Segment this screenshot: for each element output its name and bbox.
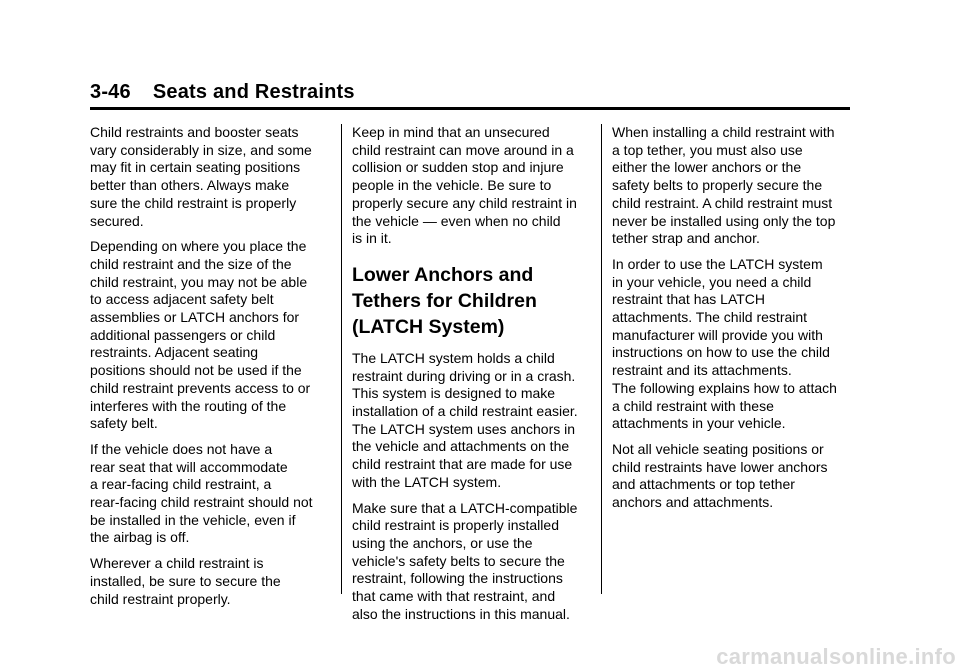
text-line: secured. [90, 212, 144, 229]
text-line: restraint that has LATCH [612, 291, 766, 308]
page-header [90, 81, 355, 104]
heading-line: Tethers for Children [352, 289, 537, 312]
text-line: using the anchors, or use the [352, 534, 533, 551]
text-column-2 [352, 124, 592, 631]
text-line: Make sure that a LATCH-compatible [352, 499, 578, 516]
text-line: attachments. The child restraint [612, 309, 808, 326]
text-line: assemblies or LATCH anchors for [90, 309, 300, 326]
page-number: 3-46 [90, 81, 131, 103]
text-line: a child restraint with these [612, 397, 774, 414]
text-line: with the LATCH system. [352, 473, 502, 490]
text-line: rear seat that will accommodate [90, 458, 288, 475]
text-line: restraints. Adjacent seating [90, 344, 259, 361]
text-line: child restraint prevents access to or [90, 379, 311, 396]
text-line: either the lower anchors or the [612, 159, 802, 176]
text-line: In order to use the LATCH system [612, 255, 823, 272]
text-line: additional passengers or child [90, 326, 276, 343]
text-line: interferes with the routing of the [90, 397, 287, 414]
text-line: a rear-facing child restraint, a [90, 476, 272, 493]
text-line: be installed in the vehicle, even if [90, 511, 296, 528]
text-line: restraint during driving or in a crash. [352, 367, 576, 384]
text-line: child restraint that are made for use [352, 456, 573, 473]
text-line: never be installed using only the top [612, 212, 836, 229]
text-line: child restraint is properly installed [352, 517, 559, 534]
site-watermark: carmanualsonline.info [716, 644, 956, 669]
text-line: is in it. [352, 230, 392, 247]
text-line: child restraint can move around in a [352, 141, 574, 158]
text-line: The LATCH system uses anchors in [352, 420, 576, 437]
text-line: and attachments or top tether [612, 476, 795, 493]
text-line: installed, be sure to secure the [90, 572, 281, 589]
text-line: in your vehicle, you need a child [612, 273, 812, 290]
text-line: If the vehicle does not have a [90, 440, 273, 457]
text-line: the vehicle and attachments on the [352, 438, 570, 455]
paragraph [612, 124, 852, 248]
text-line: instructions on how to use the child [612, 344, 830, 361]
section-heading [352, 262, 592, 340]
text-line: When installing a child restraint with [612, 124, 835, 140]
text-line: installation of a child restraint easier. [352, 403, 578, 420]
heading-line: Lower Anchors and [352, 263, 534, 286]
section-title: Seats and Restraints [152, 81, 355, 103]
paragraph [352, 500, 592, 624]
text-line: people in the vehicle. Be sure to [352, 177, 552, 194]
text-line: safety belt. [90, 415, 158, 432]
text-line: Child restraints and booster seats [90, 124, 299, 140]
text-line: restraint, following the instructions [352, 570, 563, 587]
text-line: positions should not be used if the [90, 362, 302, 379]
paragraph [612, 256, 852, 433]
text-line: Not all vehicle seating positions or [612, 440, 824, 457]
text-line: vehicle's safety belts to secure the [352, 552, 565, 569]
text-column-3 [612, 124, 852, 520]
heading-line: (LATCH System) [352, 315, 505, 338]
text-line: collision or sudden stop and injure [352, 159, 564, 176]
paragraph [90, 555, 330, 608]
text-line: better than others. Always make [90, 177, 290, 194]
paragraph [90, 441, 330, 547]
column-divider-2 [601, 124, 602, 594]
column-divider-1 [341, 124, 342, 594]
text-line: manufacturer will provide you with [612, 326, 823, 343]
text-line: restraint and its attachments. [612, 362, 792, 379]
text-line: tether strap and anchor. [612, 230, 760, 247]
text-line: that came with that restraint, and [352, 588, 556, 605]
paragraph [90, 238, 330, 433]
text-line: attachments in your vehicle. [612, 415, 786, 432]
text-line: vary considerably in size, and some [90, 141, 312, 158]
text-line: Keep in mind that an unsecured [352, 124, 550, 140]
text-line: The following explains how to attach [612, 379, 837, 396]
text-line: Wherever a child restraint is [90, 555, 264, 572]
text-line: to access adjacent safety belt [90, 291, 274, 308]
paragraph [352, 350, 592, 492]
paragraph [612, 441, 852, 512]
text-line: sure the child restraint is properly [90, 194, 297, 211]
text-line: This system is designed to make [352, 385, 556, 402]
header-rule [90, 107, 850, 110]
text-line: child restraint, you may not be able [90, 273, 308, 290]
paragraph [90, 124, 330, 230]
text-line: also the instructions in this manual. [352, 605, 570, 622]
text-line: child restraints have lower anchors [612, 458, 828, 475]
text-line: anchors and attachments. [612, 494, 774, 511]
text-line: child restraint properly. [90, 590, 231, 607]
paragraph [352, 124, 592, 248]
text-column-1 [90, 124, 330, 616]
text-line: The LATCH system holds a child [352, 349, 555, 366]
text-line: a top tether, you must also use [612, 141, 803, 158]
text-line: child restraint. A child restraint must [612, 194, 833, 211]
text-line: properly secure any child restraint in [352, 194, 577, 211]
text-line: child restraint and the size of the [90, 255, 292, 272]
text-line: may fit in certain seating positions [90, 159, 301, 176]
text-line: the airbag is off. [90, 529, 190, 546]
text-line: the vehicle — even when no child [352, 212, 561, 229]
text-line: Depending on where you place the [90, 238, 307, 255]
text-line: safety belts to properly secure the [612, 177, 823, 194]
text-line: rear-facing child restraint should not [90, 494, 313, 511]
